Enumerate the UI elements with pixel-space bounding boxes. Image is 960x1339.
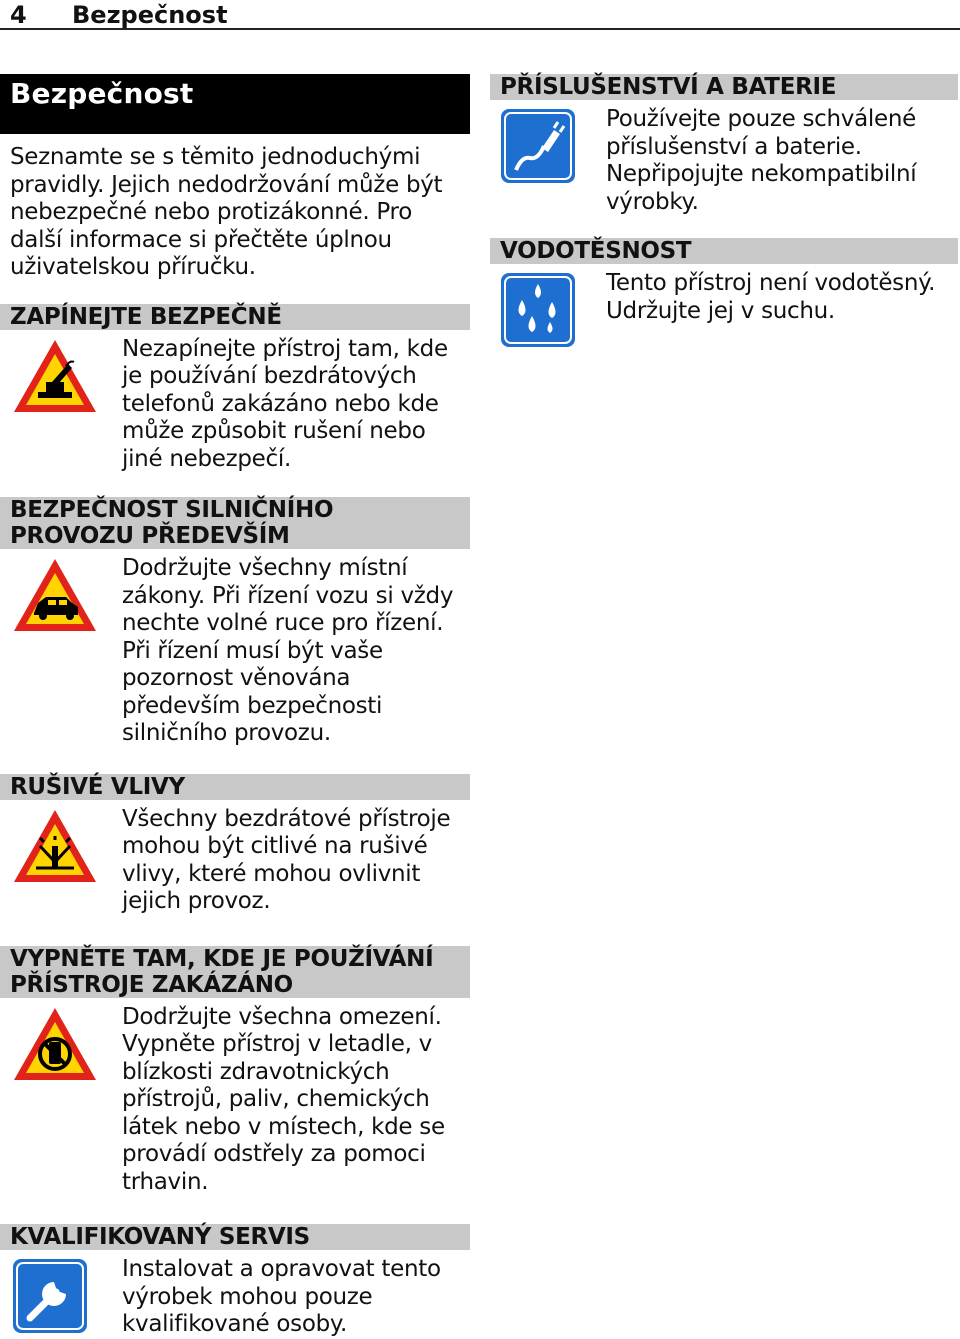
wrench-service-icon <box>10 1256 110 1336</box>
section-text: Všechny bezdrátové přístroje mohou být citlivé na rušivé vlivy, které mohou ovlivnit jejich provoz. <box>122 805 451 914</box>
section-title: VYPNĚTE TAM, KDE JE POUŽÍVÁNÍ PŘÍSTROJE ZAKÁZÁNO <box>0 946 470 998</box>
section-text: Instalovat a opravovat tento výrobek mohou pouze kvalifikované osoby. <box>122 1256 441 1337</box>
section-body <box>0 806 470 916</box>
section-title: BEZPEČNOST SILNIČNÍHO PROVOZU PŘEDEVŠÍM <box>0 497 470 549</box>
section-body <box>490 106 958 216</box>
page-number: 4 <box>10 1 27 29</box>
main-title: Bezpečnost <box>0 74 470 134</box>
switch-on-safely-warning-icon <box>10 336 110 426</box>
section-qualified-service <box>0 1224 470 1339</box>
section-body <box>490 270 958 350</box>
left-column <box>0 74 470 1339</box>
water-drops-icon <box>498 270 594 350</box>
section-text: Dodržujte všechny místní zákony. Při řízení vozu si vždy nechte volné ruce pro řízení. Při řízení musí být vaše pozornost věnována především bezpečnosti silničního provozu. <box>122 555 454 746</box>
accessories-plug-icon <box>498 106 594 186</box>
section-title: ZAPÍNEJTE BEZPEČNĚ <box>0 304 470 330</box>
phone-prohibited-warning-icon <box>10 1004 110 1094</box>
section-title: VODOTĚSNOST <box>490 238 958 264</box>
section-text: Používejte pouze schválené příslušenství a baterie. Nepřipojujte nekompatibilní výrobky. <box>606 106 917 215</box>
section-title: KVALIFIKOVANÝ SERVIS <box>0 1224 470 1250</box>
section-title: RUŠIVÉ VLIVY <box>0 774 470 800</box>
section-title: PŘÍSLUŠENSTVÍ A BATERIE <box>490 74 958 100</box>
section-text: Tento přístroj není vodotěsný. Udržujte jej v suchu. <box>606 270 936 324</box>
page-header <box>0 0 960 30</box>
road-safety-car-warning-icon <box>10 555 110 645</box>
section-body <box>0 1004 470 1197</box>
section-road-safety <box>0 497 470 748</box>
section-water-resistance <box>490 238 958 350</box>
section-switch-on-safely <box>0 304 470 474</box>
section-body <box>0 336 470 474</box>
interference-warning-icon <box>10 806 110 896</box>
section-text: Dodržujte všechna omezení. Vypněte přístroj v letadle, v blízkosti zdravotnických přístrojů, paliv, chemických látek nebo v místech, kde se provádí odstřely za pomoci trhavin. <box>122 1003 445 1195</box>
intro-paragraph: Seznamte se s těmito jednoduchými pravidly. Jejich nedodržování může být nebezpečné nebo protizákonné. Pro další informace si přečtěte úplnou uživatelskou příručku. <box>10 144 443 280</box>
section-interference <box>0 774 470 916</box>
section-body <box>0 555 470 748</box>
section-accessories <box>490 74 958 216</box>
section-switch-off-prohibited <box>0 946 470 1197</box>
section-body <box>0 1256 470 1339</box>
right-column <box>490 74 958 350</box>
section-text: Nezapínejte přístroj tam, kde je používání bezdrátových telefonů zakázáno nebo kde může způsobit rušení nebo jiné nebezpečí. <box>122 335 448 472</box>
page-header-title: Bezpečnost <box>72 1 228 29</box>
